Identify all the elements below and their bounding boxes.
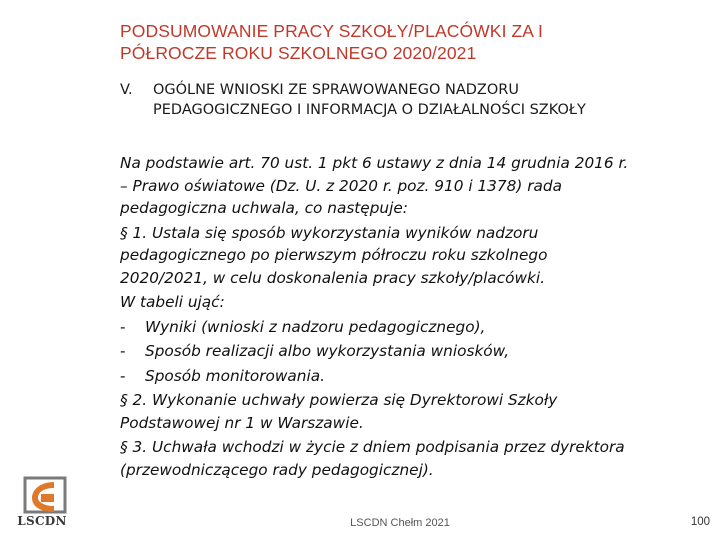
list-marker: - bbox=[120, 342, 126, 360]
list-item bbox=[120, 316, 700, 339]
table-intro: W tabeli ująć: bbox=[120, 293, 225, 311]
resolution-text bbox=[120, 152, 700, 481]
logo-text: LSCDN bbox=[17, 514, 67, 528]
paragraph-1 bbox=[120, 222, 700, 290]
list-marker: - bbox=[120, 366, 126, 385]
intro-line: Na podstawie art. 70 ust. 1 pkt 6 ustawy z dnia 14 grudnia 2016 r. bbox=[120, 154, 629, 172]
paragraph-1-line: pedagogicznego po pierwszym półroczu roku szkolnego bbox=[120, 246, 548, 264]
paragraph-3 bbox=[120, 436, 700, 481]
section-number: V. bbox=[120, 82, 133, 98]
intro-paragraph bbox=[120, 152, 700, 220]
title-line-2: PÓŁROCZE ROKU SZKOLNEGO 2020/2021 bbox=[120, 43, 477, 63]
list-item-text: Sposób monitorowania. bbox=[145, 366, 325, 385]
section-heading-line-1: OGÓLNE WNIOSKI ZE SPRAWOWANEGO NADZORU bbox=[153, 82, 519, 98]
paragraph-2-line: Podstawowej nr 1 w Warszawie. bbox=[120, 413, 364, 432]
list-item bbox=[120, 340, 700, 363]
paragraph-2-line: § 2. Wykonanie uchwały powierza się Dyrektorowi Szkoły bbox=[120, 391, 558, 409]
section-heading bbox=[120, 80, 700, 120]
paragraph-1-line: § 1. Ustala się sposób wykorzystania wyników nadzoru bbox=[120, 223, 539, 242]
list-item-text: Wyniki (wnioski z nadzoru pedagogicznego), bbox=[145, 317, 486, 336]
intro-line: – Prawo oświatowe (Dz. U. z 2020 r. poz. 910 i 1378) rada bbox=[120, 176, 562, 195]
paragraph-2 bbox=[120, 389, 700, 434]
slide-title bbox=[120, 20, 680, 64]
paragraph-3-line: § 3. Uchwała wchodzi w życie z dniem podpisania przez dyrektora bbox=[120, 438, 625, 456]
footer-center-text: LSCDN Chełm 2021 bbox=[350, 517, 450, 529]
title-line-1: PODSUMOWANIE PRACY SZKOŁY/PLACÓWKI ZA I bbox=[120, 21, 544, 41]
intro-line: pedagogiczna uchwala, co następuje: bbox=[120, 199, 408, 217]
paragraph-3-line: (przewodniczącego rady pedagogicznej). bbox=[120, 460, 434, 479]
list-item bbox=[120, 365, 700, 388]
page-number: 100 bbox=[690, 516, 710, 528]
list-item-text: Sposób realizacji albo wykorzystania wniosków, bbox=[145, 342, 510, 360]
paragraph-1-line: 2020/2021, w celu doskonalenia pracy szkoły/placówki. bbox=[120, 268, 546, 287]
list-marker: - bbox=[120, 317, 126, 336]
section-heading-line-2: PEDAGOGICZNEGO I INFORMACJA O DZIAŁALNOŚCI SZKOŁY bbox=[153, 102, 586, 118]
logo-bar-shape bbox=[41, 494, 54, 502]
